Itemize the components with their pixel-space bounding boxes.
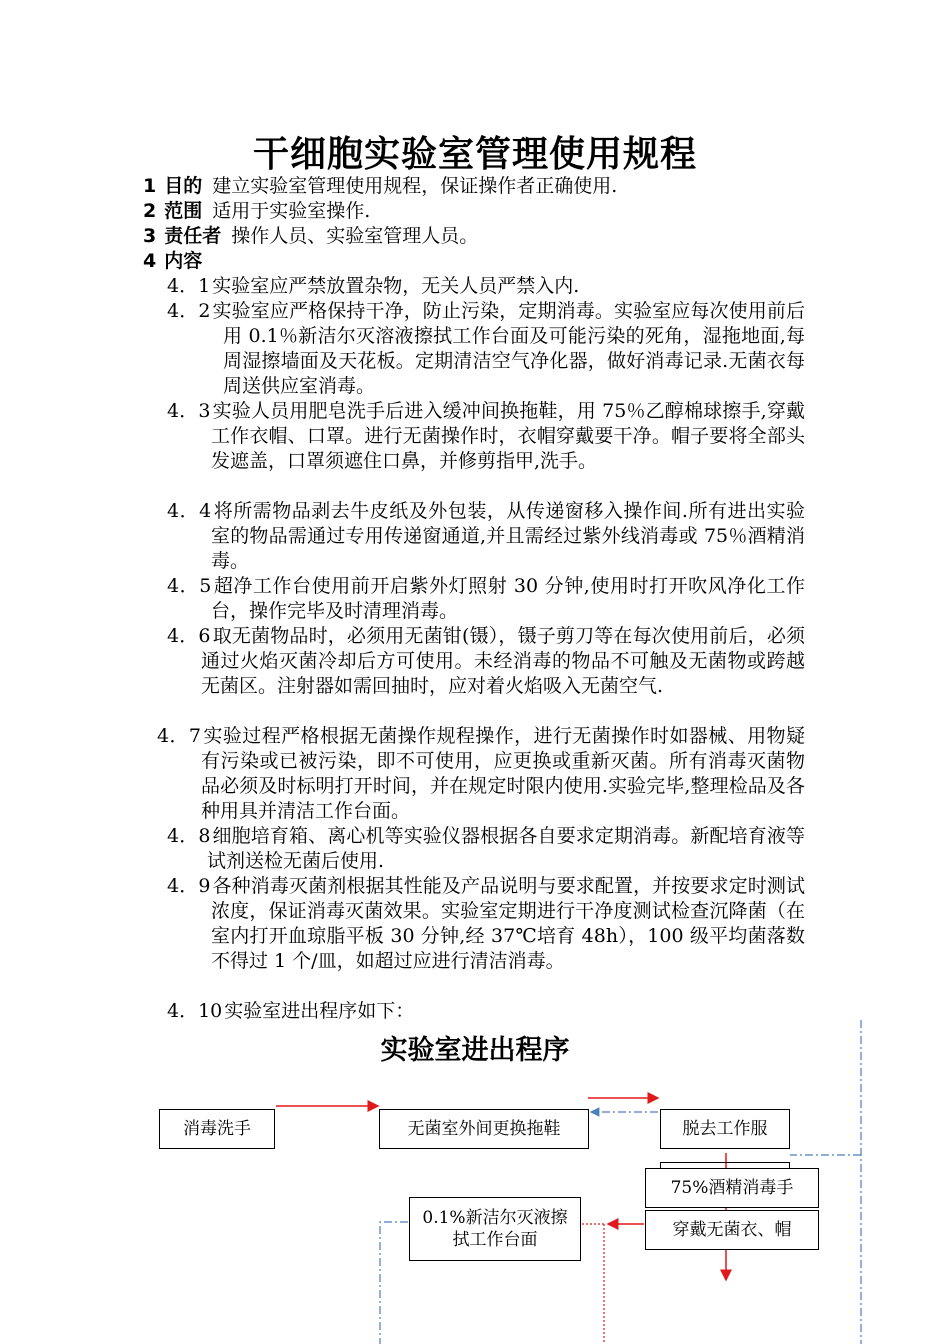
item-label: 4．5	[167, 575, 212, 597]
item-label: 4．6	[167, 625, 211, 647]
item-4-6	[167, 624, 805, 699]
item-text: 实验室进出程序如下：	[224, 1000, 415, 1022]
item-label: 4．10	[167, 1000, 223, 1022]
item-label: 4．1	[167, 275, 211, 297]
item-4-1	[167, 274, 841, 299]
section-number: 1	[143, 175, 157, 197]
item-text: 取无菌物品时，必须用无菌钳(镊），镊子剪刀等在每次使用前后，必须通过火焰灭菌冷却后方可使用。未经消毒的物品不可触及无菌物或跨越无菌区。注射器如需回抽时，应对着火焰吸入无菌空气.	[201, 625, 805, 697]
flow-box-alcohol-hands: 75%酒精消毒手	[645, 1168, 819, 1208]
section-text: 操作人员、实验室管理人员。	[231, 225, 479, 247]
section-1	[143, 174, 617, 199]
item-4-9	[167, 874, 805, 974]
section-text: 适用于实验室操作.	[212, 200, 371, 222]
flow-box-change-slippers: 无菌室外间更换拖鞋	[379, 1109, 589, 1149]
item-4-7	[157, 724, 805, 824]
item-text: 实验室应严禁放置杂物，无关人员严禁入内.	[212, 275, 580, 297]
item-label: 4．8	[167, 825, 211, 847]
item-text: 超净工作台使用前开启紫外灯照射 30 分钟,使用时打开吹风净化工作台，操作完毕及时清理消毒。	[211, 575, 805, 622]
page-title: 干细胞实验室管理使用规程	[252, 134, 697, 175]
section-heading: 责任者	[164, 225, 222, 247]
section-number: 4	[143, 250, 157, 272]
flow-box-wash-hands: 消毒洗手	[159, 1109, 275, 1149]
item-label: 4．4	[167, 500, 212, 522]
item-label: 4．2	[167, 300, 211, 322]
section-heading: 范围	[164, 200, 203, 222]
item-4-2	[167, 299, 805, 399]
item-text: 实验过程严格根据无菌操作规程操作，进行无菌操作时如器械、用物疑有污染或已被污染，即不可使用，应更换或重新灭菌。所有消毒灭菌物品必须及时标明打开时间，并在规定时限内使用.实验完毕,整理检品及各种用具并清洁工作台面。	[201, 725, 805, 822]
section-text: 建立实验室管理使用规程，保证操作者正确使用.	[212, 175, 618, 197]
item-4-4	[167, 499, 805, 574]
item-4-8	[167, 824, 805, 874]
section-number: 3	[143, 225, 157, 247]
item-text: 实验室应严格保持干净，防止污染，定期消毒。实验室应每次使用前后用 0.1％新洁尔灭溶液擦拭工作台面及可能污染的死角，湿拖地面,每周湿擦墙面及天花板。定期清洁空气净化器，做好消毒记录.无菌衣每周送供应室消毒。	[212, 300, 805, 397]
flow-box-remove-workwear: 脱去工作服	[660, 1109, 790, 1149]
item-4-10	[167, 999, 807, 1024]
item-text: 细胞培育箱、离心机等实验仪器根据各自要求定期消毒。新配培育液等试剂送检无菌后使用.	[207, 825, 805, 872]
item-4-3	[167, 399, 805, 474]
section-3	[143, 224, 478, 249]
flowchart-title: 实验室进出程序	[380, 1035, 570, 1066]
item-text: 各种消毒灭菌剂根据其性能及产品说明与要求配置，并按要求定时测试浓度，保证消毒灭菌效果。实验室定期进行干净度测试检查沉降菌（在室内打开血琼脂平板 30 分钟,经 37℃培育 48h），100 级平均菌落数不得过 1 个/皿，如超过应进行清洁消毒。	[211, 875, 805, 972]
item-4-5	[167, 574, 805, 624]
item-label: 4．3	[167, 400, 211, 422]
item-label: 4．7	[157, 725, 202, 747]
item-label: 4．9	[167, 875, 211, 897]
section-heading: 内容	[164, 250, 203, 272]
section-number: 2	[143, 200, 157, 222]
section-2	[143, 199, 370, 224]
section-heading: 目的	[164, 175, 203, 197]
flow-box-sterile-gown: 穿戴无菌衣、帽	[645, 1210, 819, 1250]
item-text: 实验人员用肥皂洗手后进入缓冲间换拖鞋，用 75％乙醇棉球擦手,穿戴工作衣帽、口罩。进行无菌操作时，衣帽穿戴要干净。帽子要将全部头发遮盖，口罩须遮住口鼻，并修剪指甲,洗手。	[211, 400, 805, 472]
section-4	[143, 249, 212, 274]
item-text: 将所需物品剥去牛皮纸及外包装，从传递窗移入操作间.所有进出实验室的物品需通过专用传递窗通道,并且需经过紫外线消毒或 75％酒精消毒。	[211, 500, 805, 572]
line-left-loop-blue	[380, 1222, 408, 1344]
flow-box-wipe-bench: 0.1%新洁尔灭液擦拭工作台面	[409, 1197, 581, 1261]
